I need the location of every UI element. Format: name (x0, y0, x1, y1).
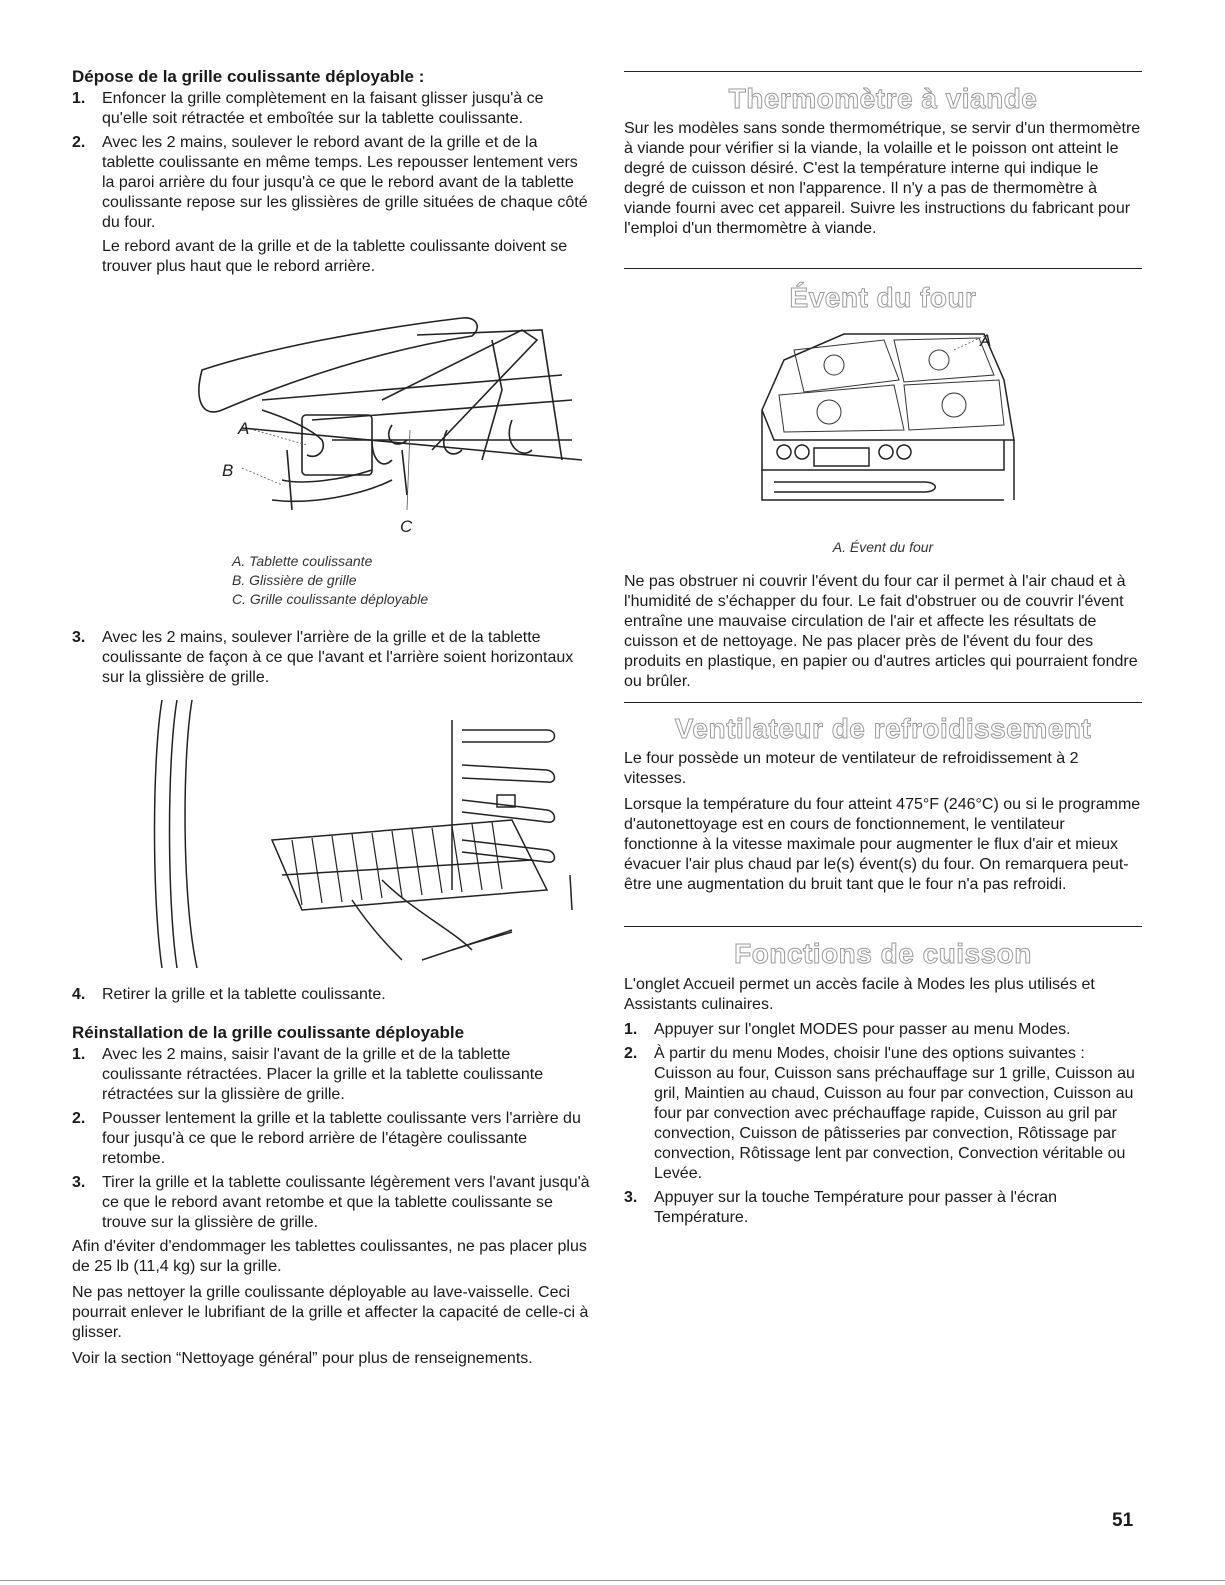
divider (624, 926, 1142, 927)
list-item: 3. Appuyer sur la touche Température pour passer à l'écran Température. (624, 1189, 1057, 1226)
reinstall-section (72, 1022, 592, 1369)
fig1-label-c: C (400, 517, 413, 536)
dishwasher-paragraph: Ne pas nettoyer la grille coulissante déployable au lave-vaisselle. Ceci pourrait enlever le lubrifiant de la grille et affecter la capacité de celle-ci à glisser. (72, 1284, 589, 1341)
step3 (72, 628, 592, 692)
caption-c: C. Grille coulissante déployable (232, 591, 429, 607)
fan-paragraph-1: Le four possède un moteur de ventilateur de refroidissement à 2 vitesses. (624, 750, 1079, 787)
divider (624, 268, 1142, 269)
list-item: 1. Avec les 2 mains, saisir l'avant de la grille et de la tablette coulissante rétractées. Placer la grille et la tablette coulissante rétractées sur la glissière de grille. (72, 1046, 544, 1103)
list-item: 3. Avec les 2 mains, soulever l'arrière de la grille et de la tablette coulissante de façon à ce que l'avant et l'arrière soient horizontaux sur la glissière de grille. (72, 629, 574, 686)
load-limit-paragraph: Afin d'éviter d'endommager les tablettes coulissantes, ne pas placer plus de 25 lb (11,4 kg) sur la grille. (72, 1238, 587, 1275)
event-label-a: A (980, 331, 992, 350)
event-title: Évent du four (789, 282, 977, 313)
list-item: 2. À partir du menu Modes, choisir l'une des options suivantes : Cuisson au four, Cuisson sans préchauffage sur 1 grille, Cuisson au gril, Maintien au chaud, Cuisson au four par convection, Cuisson au four par convection avec préchauffage rapide, Cuisson au gril par convection, Cuisson de pâtisseries par convection, Rôtissage par convection, Rôtissage lent par convection, Convection véritable ou Levée. (624, 1045, 1135, 1182)
removal-steps (72, 89, 592, 233)
reinstall-steps (72, 1045, 592, 1233)
list-item: 1. Appuyer sur l'onglet MODES pour passer au menu Modes. (624, 1021, 1071, 1038)
range-vent-illustration (754, 320, 1044, 530)
functions-title: Fonctions de cuisson (734, 938, 1032, 969)
thermo-title: Thermomètre à viande (728, 83, 1038, 114)
fan-paragraph-2: Lorsque la température du four atteint 475°F (246°C) ou si le programme d'autonettoyage est en cours de fonctionnement, le ventilateur fonctionne à la vitesse maximale pour augmenter le flux d'air et mieux évacuer l'air plus chaud par le(s) évent(s) du four. On remarquera peut-être une augmentation du bruit tant que le four n'a pas refroidi. (624, 796, 1141, 893)
thermo-text: Sur les modèles sans sonde thermométrique, se servir d'un thermomètre à viande pour vérifier si la viande, la volaille et le poisson ont atteint le degré de cuisson désiré. C'est la température interne qui indique le degré de cuisson et non l'apparence. Il n'y a pas de thermomètre à viande fourni avec cet appareil. Suivre les instructions du fabricant pour l'emploi d'un thermomètre à viande. (624, 120, 1141, 237)
list-item: 4. Retirer la grille et la tablette coulissante. (72, 986, 386, 1003)
fig1-label-a: A (238, 419, 250, 438)
bottom-border (0, 1580, 1225, 1581)
page-number: 51 (1112, 1510, 1134, 1531)
caption-b: B. Glissière de grille (232, 572, 357, 588)
fig1-captions (232, 552, 428, 609)
functions-steps (624, 1020, 1142, 1232)
reinstall-heading: Réinstallation de la grille coulissante déployable (72, 1023, 465, 1042)
fan-title: Ventilateur de refroidissement (674, 713, 1092, 744)
removal-heading: Dépose de la grille coulissante déployable : (72, 67, 425, 86)
functions-intro: L'onglet Accueil permet un accès facile à Modes les plus utilisés et Assistants culinaires. (624, 976, 1095, 1013)
list-item: 2. Avec les 2 mains, soulever le rebord avant de la grille et de la tablette coulissante en même temps. Les repousser lentement vers la paroi arrière du four jusqu'à ce que le rebord avant de la tablette coulissante repose sur les glissières de grille situées de chaque côté du four. (72, 134, 588, 231)
rack-removal-illustration (142, 310, 582, 542)
divider (624, 71, 1142, 72)
event-caption: A. Évent du four (832, 539, 934, 555)
cleaning-reference: Voir la section “Nettoyage général” pour plus de renseignements. (72, 1350, 533, 1367)
oven-rack-illustration (152, 700, 592, 972)
list-item: 1. Enfoncer la grille complètement en la faisant glisser jusqu'à ce qu'elle soit rétractée et emboîtée sur la tablette coulissante. (72, 90, 544, 127)
event-text: Ne pas obstruer ni couvrir l'évent du four car il permet à l'air chaud et à l'humidité de s'échapper du four. Le fait d'obstruer ou de couvrir l'évent entraîne une mauvaise circulation de l'air et affecte les résultats de cuisson et de nettoyage. Ne pas placer près de l'évent du four des produits en plastique, en papier ou d'autres articles qui pourraient fondre ou brûler. (624, 573, 1138, 690)
list-item: 2. Pousser lentement la grille et la tablette coulissante vers l'arrière du four jusqu'à ce que le rebord arrière de l'étagère coulissante retombe. (72, 1110, 581, 1167)
fig1-label-b: B (222, 461, 234, 480)
step4 (72, 985, 592, 1009)
caption-a: A. Tablette coulissante (232, 553, 373, 569)
list-item: 3. Tirer la grille et la tablette coulissante légèrement vers l'avant jusqu'à ce que le rebord avant retombe et que la tablette coulissante se trouve sur la glissière de grille. (72, 1174, 590, 1231)
removal-section (72, 66, 592, 277)
divider (624, 702, 1142, 703)
step2-note: Le rebord avant de la grille et de la tablette coulissante doivent se trouver plus haut que le rebord arrière. (102, 238, 568, 275)
